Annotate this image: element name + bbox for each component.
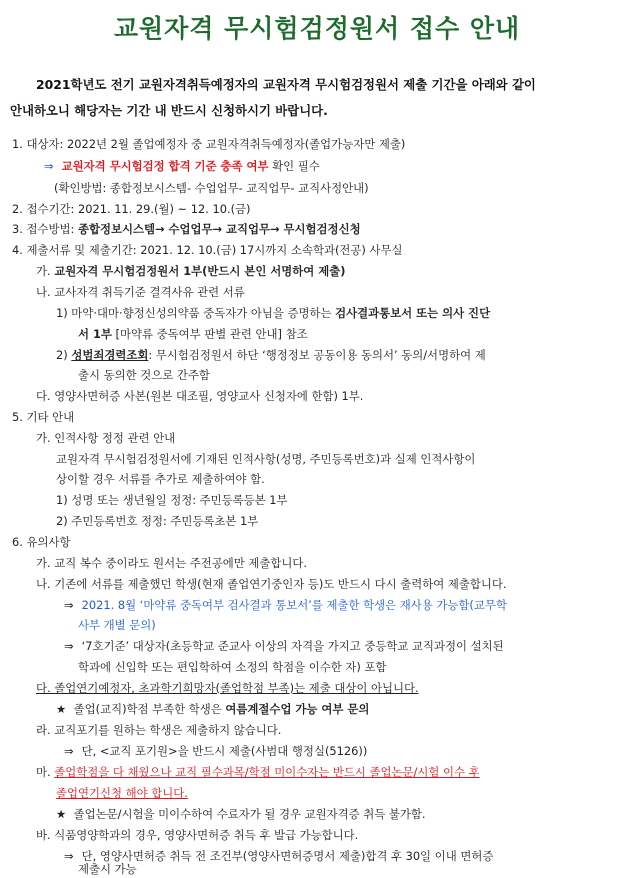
item-1-target: 1. 대상자: 2022년 2월 졸업예정자 중 교원자격취득예정자(졸업가능자만 제출) xyxy=(12,137,406,151)
item-6-na-2-cont: 학과에 신입학 또는 편입학하여 소정의 학점을 이수한 자) 포함 xyxy=(78,660,387,674)
item-1-check-method: (확인방법: 종합정보시스템- 수업업무- 교직업무- 교직사정안내) xyxy=(54,181,369,195)
item-4-ga-text: 교원자격 무시험검정원서 1부(반드시 본인 서명하여 제출) xyxy=(54,264,346,278)
item-1-requirement-rest: 확인 필수 xyxy=(268,159,320,173)
item-6-na-1-cont: 사부 개별 문의) xyxy=(78,618,156,632)
item-6-ba-1-text: 단, 영양사면허증 취득 전 조건부(영양사면허증명서 제출)합격 후 30일 이내 면허증 xyxy=(81,849,494,863)
item-4-na-1-cont-bold: 서 1부 xyxy=(78,327,112,341)
arrow-icon: ⇒ xyxy=(64,639,74,653)
intro-line-1: 2021학년도 전기 교원자격취득예정자의 교원자격 무시험검정원서 제출 기간을 아래와 같이 xyxy=(36,77,536,92)
item-4-da: 다. 영양사면허증 사본(원본 대조필, 영양교사 신청자에 한함) 1부. xyxy=(36,389,364,403)
item-6-da-star-text: 졸업(교직)학점 부족한 학생은 xyxy=(73,702,226,716)
item-6-ma xyxy=(36,763,480,781)
item-6-ma-star xyxy=(56,805,426,823)
item-1-arrow-line xyxy=(44,157,320,175)
item-4-na-1-cont xyxy=(78,325,308,343)
item-6-da: 다. 졸업연기예정자, 초과학기희망자(졸업학점 부족)는 제출 대상이 아닙니다. xyxy=(36,681,419,695)
arrow-icon: ⇒ xyxy=(64,849,74,863)
item-6-ra-1-text: 단, <교직 포기원>을 반드시 제출(사범대 행정실(5126)) xyxy=(81,744,368,758)
item-1-requirement-highlight: 교원자격 무시험검정 합격 기준 충족 여부 xyxy=(61,159,269,173)
item-6-ma-label: 마. xyxy=(36,765,55,779)
item-5-ga-text-2: 상이할 경우 서류를 추가로 제출하여야 함. xyxy=(56,472,265,486)
item-6-da-star-bold: 여름계절수업 가능 여부 문의 xyxy=(225,702,370,716)
item-6-na-1 xyxy=(64,596,507,614)
arrow-icon: ⇒ xyxy=(44,159,54,173)
item-6-ma-star-text: 졸업논문/시험을 미이수하여 수료자가 될 경우 교원자격증 취득 불가함. xyxy=(73,807,426,821)
arrow-icon: ⇒ xyxy=(64,744,74,758)
item-4-na-1 xyxy=(56,304,490,322)
item-6-ga: 가. 교직 복수 중이라도 원서는 주전공에만 제출합니다. xyxy=(36,556,308,570)
item-3-method xyxy=(12,220,361,238)
item-4-ga-label: 가. xyxy=(36,264,55,278)
item-4-documents: 4. 제출서류 및 제출기간: 2021. 12. 10.(금) 17시까지 소속학과(전공) 사무실 xyxy=(12,243,403,257)
item-6-da-star xyxy=(56,700,369,718)
page-title: 교원자격 무시험검정원서 접수 안내 xyxy=(113,14,521,43)
item-6-na-1-text: 2021. 8월 ‘마약류 중독여부 검사결과 통보서’를 제출한 학생은 재사용 가능함(교무학 xyxy=(81,598,507,612)
item-5-ga-2: 2) 주민등록번호 정정: 주민등록초본 1부 xyxy=(56,514,259,528)
item-5-ga-1: 1) 성명 또는 생년월일 정정: 주민등록등본 1부 xyxy=(56,493,288,507)
item-4-ga xyxy=(36,262,346,280)
item-3-label: 3. 접수방법: xyxy=(12,222,78,236)
item-4-na-2-label: 2) xyxy=(56,348,72,362)
item-6-ba-1-cont: 제출시 가능 xyxy=(78,862,137,876)
item-5-etc: 5. 기타 안내 xyxy=(12,410,75,424)
item-4-na-2-rest: : 무시험검정원서 하단 ‘행정정보 공동이용 동의서’ 동의/서명하여 제 xyxy=(148,348,486,362)
intro-paragraph xyxy=(10,72,622,124)
item-6-na: 나. 기존에 서류를 제출했던 학생(현재 졸업연기중인자 등)도 반드시 다시 출력하여 제출합니다. xyxy=(36,577,507,591)
item-6-notes: 6. 유의사항 xyxy=(12,535,71,549)
item-4-na-2 xyxy=(56,346,486,364)
item-6-ra-1 xyxy=(64,742,367,760)
item-5-ga-text-1: 교원자격 무시험검정원서에 기재된 인적사항(성명, 주민등록번호)과 실제 인적사항이 xyxy=(56,452,476,466)
item-4-na-2-bold: 성범죄경력조회 xyxy=(71,348,149,362)
item-6-na-2-text: ‘7호기준’ 대상자(초등학교 준교사 이상의 자격을 가지고 중등학교 교직과정이 설치된 xyxy=(81,639,504,653)
item-6-ma-cont: 졸업연기신청 해야 합니다. xyxy=(56,786,188,800)
item-4-na-1-text: 1) 마약·대마·향정신성의약품 중독자가 아님을 증명하는 xyxy=(56,306,336,320)
arrow-icon: ⇒ xyxy=(64,598,74,612)
item-4-na-1-cont-rest: [마약류 중독여부 판별 관련 안내] 참조 xyxy=(111,327,308,341)
item-4-na: 나. 교사자격 취득기준 결격사유 관련 서류 xyxy=(36,285,245,299)
item-5-ga: 가. 인적사항 정정 관련 안내 xyxy=(36,431,176,445)
item-6-ba: 바. 식품영양학과의 경우, 영양사면허증 취득 후 발급 가능합니다. xyxy=(36,828,359,842)
item-2-period: 2. 접수기간: 2021. 11. 29.(월) ~ 12. 10.(금) xyxy=(12,202,251,216)
item-3-path: 종합정보시스템→ 수업업무→ 교직업무→ 무시험검정신청 xyxy=(77,222,361,236)
item-6-ra: 라. 교직포기를 원하는 학생은 제출하지 않습니다. xyxy=(36,723,282,737)
star-icon: ★ xyxy=(56,702,67,716)
star-icon: ★ xyxy=(56,807,67,821)
item-6-ma-text: 졸업학점을 다 채웠으나 교직 필수과목/학점 미이수자는 반드시 졸업논문/시험 이수 후 xyxy=(54,765,480,779)
intro-line-2: 안내하오니 해당자는 기간 내 반드시 신청하시기 바랍니다. xyxy=(10,103,328,118)
item-4-na-2-cont: 출시 동의한 것으로 간주함 xyxy=(78,368,210,382)
item-6-na-2 xyxy=(64,637,504,655)
item-4-na-1-bold: 검사결과통보서 또는 의사 진단 xyxy=(335,306,491,320)
